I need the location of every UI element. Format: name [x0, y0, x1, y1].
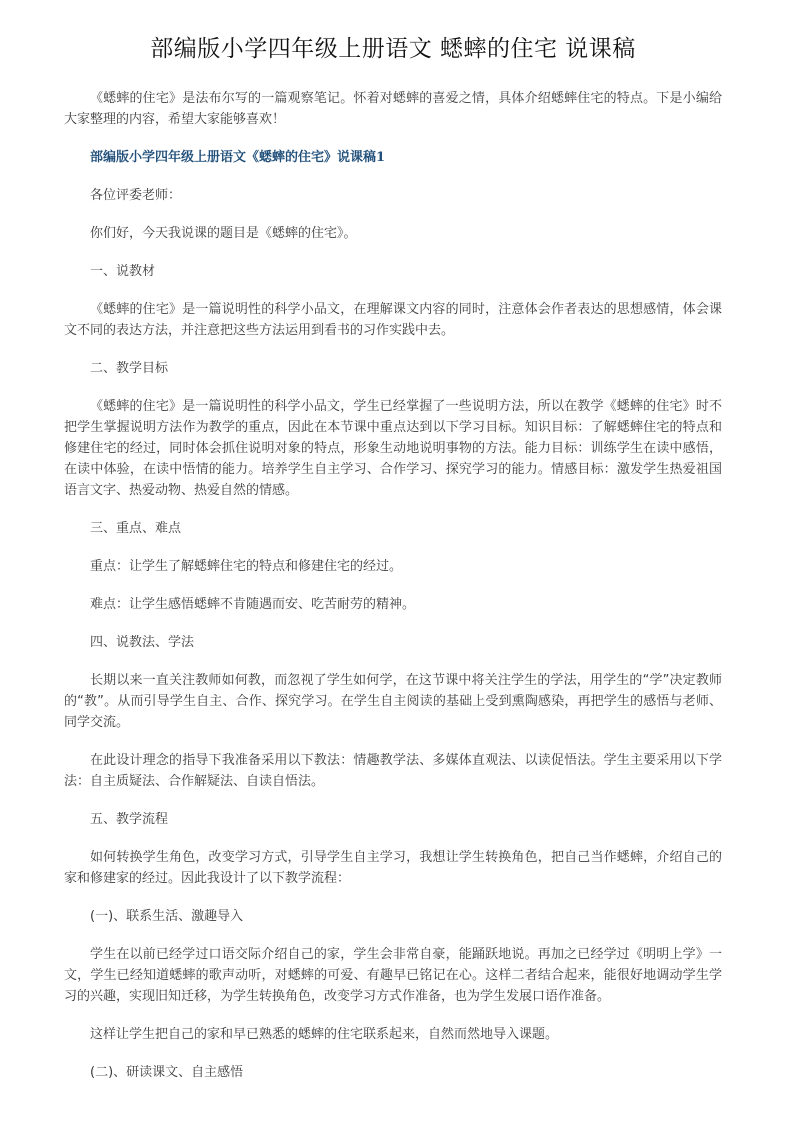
methods-text-2: 在此设计理念的指导下我准备采用以下教法：情趣教学法、多媒体直观法、以读促悟法。学生主要采用以下学法：自主质疑法、合作解疑法、自读自悟法。 — [64, 753, 722, 789]
step-text-1a: 学生在以前已经学过口语交际介绍自己的家，学生会非常自豪，能踊跃地说。再加之已经学过《明明上学》一文，学生已经知道蟋蟀的歌声动听，对蟋蟀的可爱、有趣早已铭记在心。这样二者结合起来，能很好地调动学生学习的兴趣，实现旧知迁移，为学生转换角色，改变学习方式作准备，也为学生发展口语作准备。 — [64, 947, 722, 1004]
step-text-1b: 这样让学生把自己的家和早已熟悉的蟋蟀的住宅联系起来，自然而然地导入课题。 — [90, 1027, 559, 1042]
section-heading-methods: 四、说教法、学法 — [90, 635, 195, 650]
greeting-line: 各位评委老师： — [90, 188, 182, 203]
step-heading-1: (一)、联系生活、激趣导入 — [90, 909, 244, 924]
section-heading-key-points: 三、重点、难点 — [90, 521, 182, 536]
article-subtitle: 部编版小学四年级上册语文《蟋蟀的住宅》说课稿1 — [90, 150, 386, 165]
section-heading-goals: 二、教学目标 — [90, 361, 169, 376]
page-title: 部编版小学四年级上册语文 蟋蟀的住宅 说课稿 — [150, 36, 636, 62]
section-heading-process: 五、教学流程 — [90, 812, 169, 827]
section-heading-textbook: 一、说教材 — [90, 264, 156, 279]
methods-text-1: 长期以来一直关注教师如何教，而忽视了学生如何学，在这节课中将关注学生的学法，用学生的“学”决定教师的“教”。从而引导学生自主、合作、探究学习。在学生自主阅读的基础上受到熏陶感染，再把学生的感悟与老师、同学交流。 — [64, 673, 722, 730]
section-text-goals: 《蟋蟀的住宅》是一篇说明性的科学小品文，学生已经掌握了一些说明方法，所以在教学《蟋蟀的住宅》时不把学生掌握说明方法作为教学的重点，因此在本节课中重点达到以下学习目标。知识目标：了解蟋蟀住宅的特点和修建住宅的经过，同时体会抓住说明对象的特点，形象生动地说明事物的方法。能力目标：训练学生在读中感悟，在读中体验，在读中悟情的能力。培养学生自主学习、合作学习、探究学习的能力。情感目标：激发学生热爱祖国语言文字、热爱动物、热爱自然的情感。 — [64, 399, 722, 498]
section-text-textbook: 《蟋蟀的住宅》是一篇说明性的科学小品文，在理解课文内容的同时，注意体会作者表达的思想感情，体会课文不同的表达方法，并注意把这些方法运用到看书的习作实践中去。 — [64, 302, 722, 338]
intro-paragraph: 《蟋蟀的住宅》是法布尔写的一篇观察笔记。怀着对蟋蟀的喜爱之情，具体介绍蟋蟀住宅的特点。下是小编给大家整理的内容，希望大家能够喜欢！ — [64, 91, 722, 127]
difficult-point-text: 难点：让学生感悟蟋蟀不肯随遇而安、吃苦耐劳的精神。 — [90, 597, 416, 612]
opening-line: 你们好，今天我说课的题目是《蟋蟀的住宅》。 — [90, 226, 357, 241]
process-text: 如何转换学生角色，改变学习方式，引导学生自主学习，我想让学生转换角色，把自己当作蟋蟀，介绍自己的家和修建家的经过。因此我设计了以下教学流程： — [64, 850, 722, 886]
step-heading-2: (二)、研读课文、自主感悟 — [90, 1065, 244, 1080]
key-point-text: 重点：让学生了解蟋蟀住宅的特点和修建住宅的经过。 — [90, 559, 403, 574]
